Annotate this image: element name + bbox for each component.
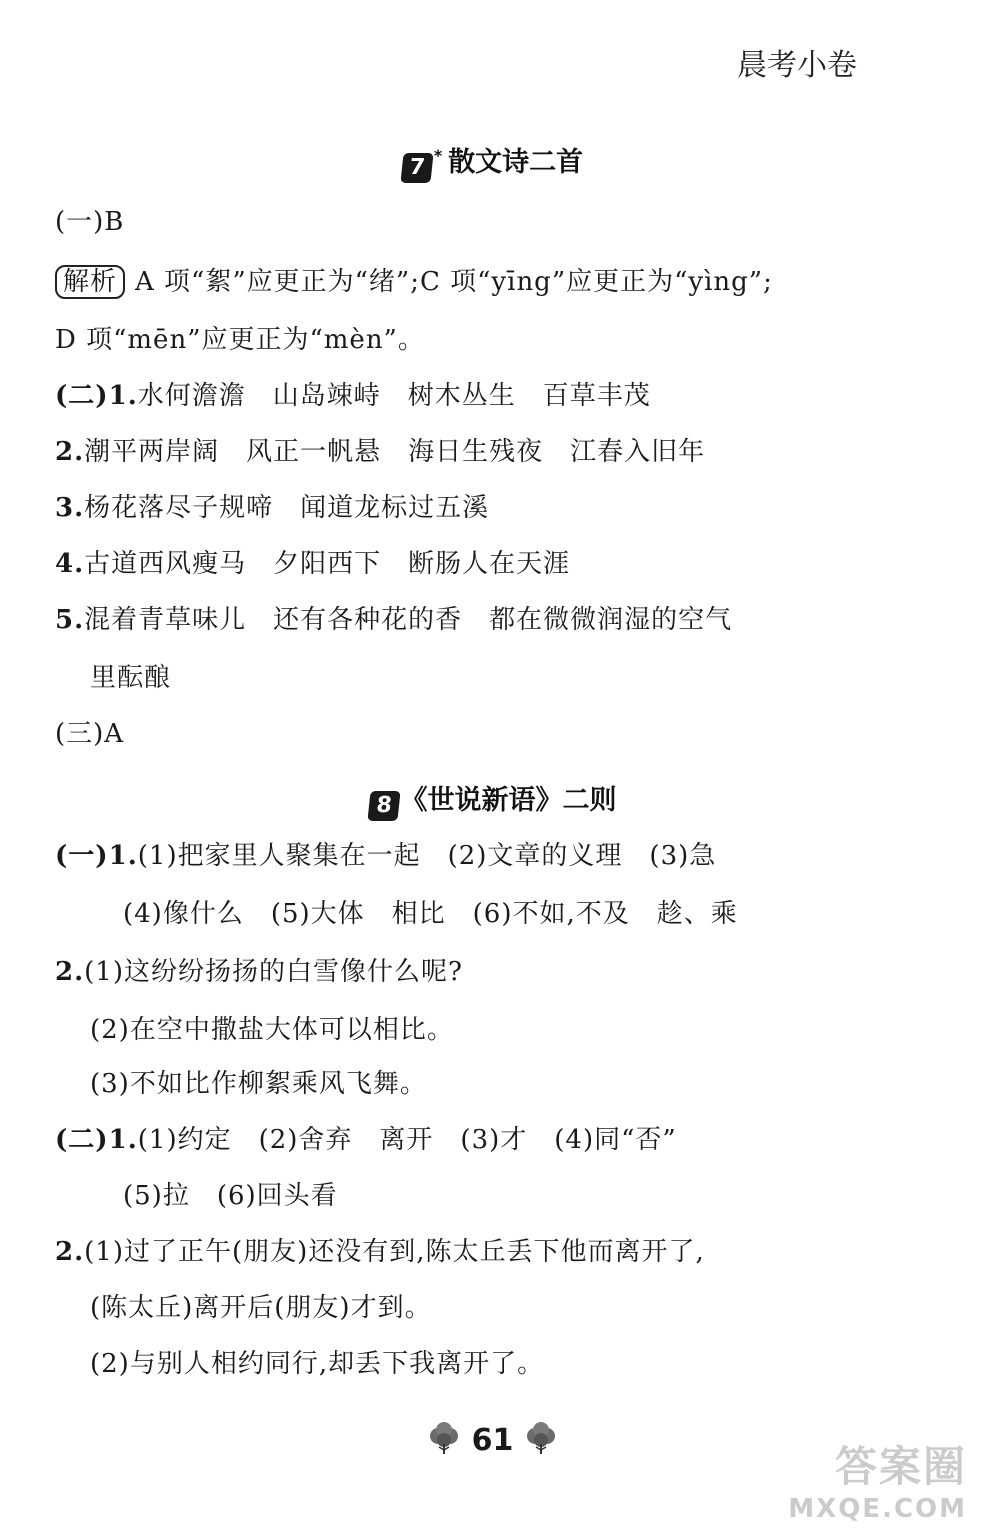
analysis-label: 解析	[55, 265, 125, 299]
section-number-badge: 7	[400, 153, 433, 183]
answer-line: (二)1.水何澹澹 山岛竦峙 树木丛生 百草丰茂	[55, 381, 651, 411]
watermark-cn: 答案圈	[834, 1442, 967, 1491]
answer-line: 4.古道西风瘦马 夕阳西下 断肠人在天涯	[55, 549, 571, 579]
section-title-text: 《世说新语》二则	[400, 785, 617, 816]
answer-line: (一)B	[55, 207, 125, 237]
watermark-en: MXQE.COM	[788, 1494, 967, 1524]
section-8-title	[0, 778, 985, 821]
watermark	[788, 1434, 967, 1524]
section-number-badge: 8	[367, 791, 400, 821]
answer-line: (2)与别人相约同行,却丢下我离开了。	[90, 1349, 545, 1379]
page-number: 61	[471, 1423, 514, 1458]
section-7-title	[0, 140, 985, 183]
cotton-flower-icon	[523, 1422, 559, 1456]
analysis-text: A 项“絮”应更正为“绪”;C 项“yīng”应更正为“yìng”;	[135, 267, 773, 297]
answer-line: (2)在空中撒盐大体可以相比。	[90, 1015, 454, 1045]
brand-header: 晨考小卷	[737, 48, 857, 83]
optional-star: *	[433, 146, 443, 165]
answer-line: (三)A	[55, 719, 125, 749]
cotton-flower-icon	[426, 1422, 462, 1456]
answer-line: (4)像什么 (5)大体 相比 (6)不如,不及 趁、乘	[123, 899, 738, 929]
answer-line: 里酝酿	[90, 663, 172, 693]
answer-line: 2.(1)过了正午(朋友)还没有到,陈太丘丢下他而离开了,	[55, 1237, 705, 1267]
analysis-line	[55, 264, 935, 300]
answer-line: 2.潮平两岸阔 风正一帆悬 海日生残夜 江春入旧年	[55, 437, 706, 467]
section-title-text: 散文诗二首	[448, 147, 584, 178]
answer-line: (5)拉 (6)回头看	[123, 1181, 338, 1211]
answer-line: (3)不如比作柳絮乘风飞舞。	[90, 1069, 427, 1099]
answer-line: 5.混着青草味儿 还有各种花的香 都在微微润湿的空气	[55, 605, 733, 635]
answer-line: (二)1.(1)约定 (2)舍弃 离开 (3)才 (4)同“否”	[55, 1125, 677, 1155]
answer-line: 2.(1)这纷纷扬扬的白雪像什么呢?	[55, 957, 463, 987]
answer-line: (一)1.(1)把家里人聚集在一起 (2)文章的义理 (3)急	[55, 841, 717, 871]
analysis-line: D 项“mēn”应更正为“mèn”。	[55, 325, 425, 355]
answer-line: (陈太丘)离开后(朋友)才到。	[90, 1293, 432, 1323]
answer-line: 3.杨花落尽子规啼 闻道龙标过五溪	[55, 493, 490, 523]
